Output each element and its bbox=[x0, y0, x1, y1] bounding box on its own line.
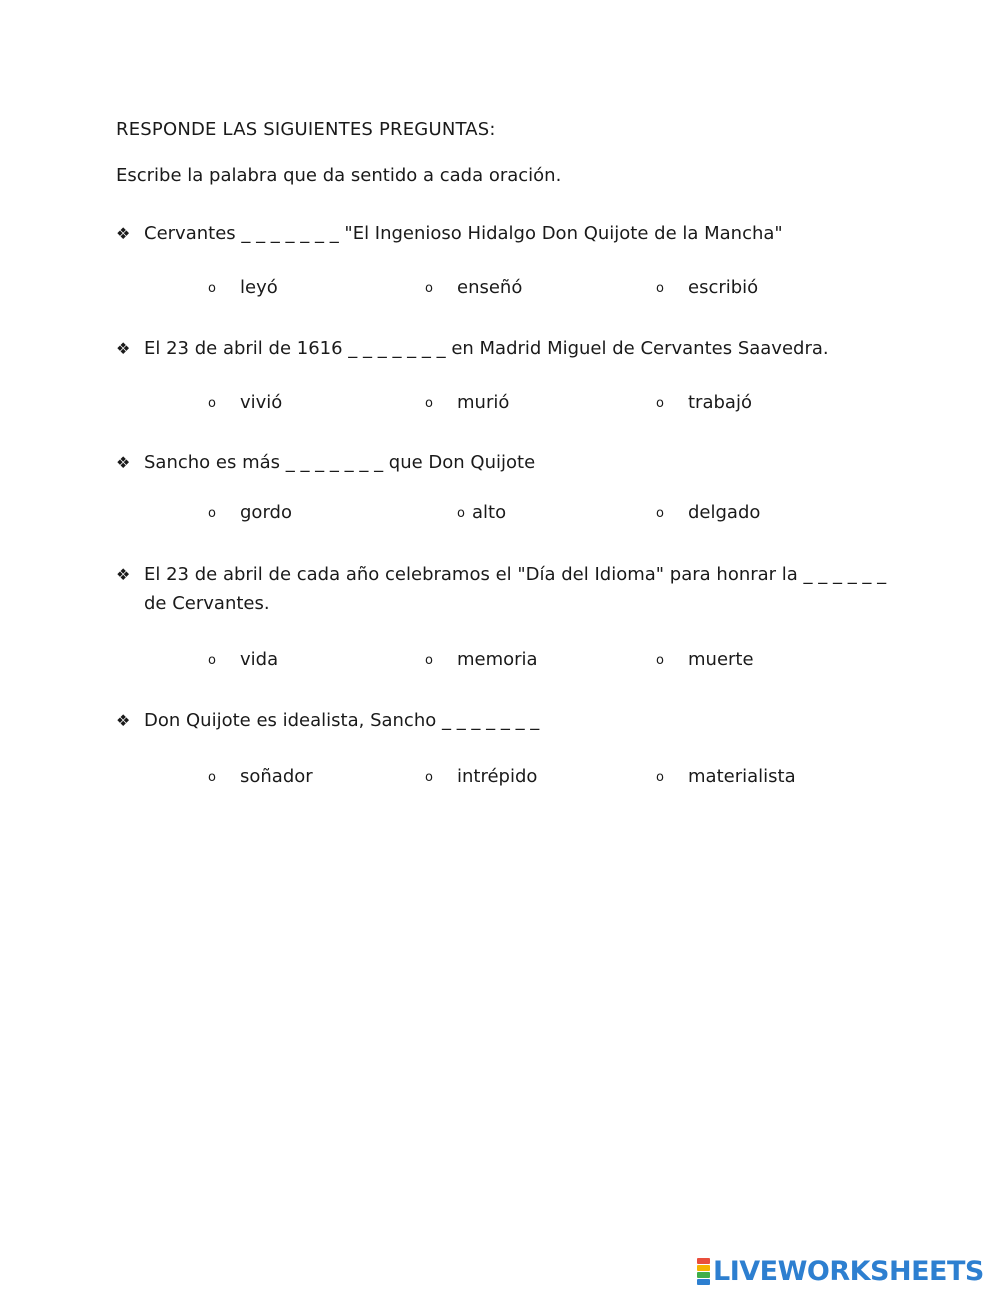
liveworksheets-logo bbox=[697, 1254, 984, 1288]
option-bullet-icon: o bbox=[656, 396, 664, 411]
option-label: vida bbox=[240, 649, 279, 670]
question-text: Don Quijote es idealista, Sancho _ _ _ _ _ _ _ bbox=[144, 710, 540, 731]
question-3 bbox=[116, 448, 896, 477]
option-bullet-icon: o bbox=[425, 281, 433, 296]
question-text: Cervantes _ _ _ _ _ _ _ "El Ingenioso Hidalgo Don Quijote de la Mancha" bbox=[144, 223, 783, 244]
option-bullet-icon: o bbox=[208, 396, 216, 411]
option-bullet-icon: o bbox=[208, 770, 216, 785]
question-2 bbox=[116, 334, 896, 363]
option-sonador[interactable] bbox=[208, 766, 313, 787]
option-vivio[interactable] bbox=[208, 392, 282, 413]
option-materialista[interactable] bbox=[656, 766, 796, 787]
option-delgado[interactable] bbox=[656, 502, 760, 523]
logo-block-i bbox=[697, 1265, 710, 1271]
option-bullet-icon: o bbox=[656, 281, 664, 296]
option-memoria[interactable] bbox=[425, 649, 538, 670]
logo-block-l bbox=[697, 1258, 710, 1264]
logo-block-v bbox=[697, 1272, 710, 1278]
option-label: trabajó bbox=[688, 392, 752, 413]
logo-text: LIVEWORKSHEETS bbox=[713, 1255, 984, 1287]
option-bullet-icon: o bbox=[656, 770, 664, 785]
option-intrepido[interactable] bbox=[425, 766, 537, 787]
option-murio[interactable] bbox=[425, 392, 509, 413]
option-enseno[interactable] bbox=[425, 277, 522, 298]
option-gordo[interactable] bbox=[208, 502, 292, 523]
option-leyo[interactable] bbox=[208, 277, 278, 298]
worksheet-heading: RESPONDE LAS SIGUIENTES PREGUNTAS: bbox=[116, 119, 496, 140]
worksheet-instructions: Escribe la palabra que da sentido a cada oración. bbox=[116, 165, 562, 186]
diamond-bullet-icon: ❖ bbox=[116, 565, 131, 584]
logo-color-blocks-icon bbox=[697, 1258, 710, 1285]
option-label: muerte bbox=[688, 649, 754, 670]
question-5 bbox=[116, 706, 896, 735]
option-label: materialista bbox=[688, 766, 796, 787]
question-4 bbox=[116, 560, 896, 618]
diamond-bullet-icon: ❖ bbox=[116, 453, 131, 472]
option-label: soñador bbox=[240, 766, 313, 787]
option-bullet-icon: o bbox=[208, 506, 216, 521]
question-text: Sancho es más _ _ _ _ _ _ _ que Don Quijote bbox=[144, 452, 536, 473]
option-escribio[interactable] bbox=[656, 277, 758, 298]
question-text: El 23 de abril de 1616 _ _ _ _ _ _ _ en Madrid Miguel de Cervantes Saavedra. bbox=[144, 338, 829, 359]
option-trabajo[interactable] bbox=[656, 392, 752, 413]
option-vida[interactable] bbox=[208, 649, 278, 670]
option-label: intrépido bbox=[457, 766, 538, 787]
option-label: enseñó bbox=[457, 277, 523, 298]
question-text: El 23 de abril de cada año celebramos el "Día del Idioma" para honrar la _ _ _ _ _ _ de Cervantes. bbox=[144, 564, 887, 614]
option-bullet-icon: o bbox=[208, 653, 216, 668]
option-label: alto bbox=[472, 502, 507, 523]
diamond-bullet-icon: ❖ bbox=[116, 224, 131, 243]
option-alto[interactable] bbox=[457, 502, 506, 523]
option-label: escribió bbox=[688, 277, 759, 298]
option-muerte[interactable] bbox=[656, 649, 754, 670]
option-bullet-icon: o bbox=[425, 396, 433, 411]
option-bullet-icon: o bbox=[656, 653, 664, 668]
option-label: memoria bbox=[457, 649, 538, 670]
option-bullet-icon: o bbox=[656, 506, 664, 521]
option-bullet-icon: o bbox=[208, 281, 216, 296]
diamond-bullet-icon: ❖ bbox=[116, 339, 131, 358]
option-label: delgado bbox=[688, 502, 761, 523]
logo-block-e bbox=[697, 1279, 710, 1285]
option-label: gordo bbox=[240, 502, 292, 523]
option-label: vivió bbox=[240, 392, 283, 413]
option-bullet-icon: o bbox=[425, 770, 433, 785]
option-label: murió bbox=[457, 392, 510, 413]
question-1 bbox=[116, 219, 896, 248]
option-bullet-icon: o bbox=[425, 653, 433, 668]
option-label: leyó bbox=[240, 277, 278, 298]
option-bullet-icon: o bbox=[457, 506, 465, 521]
diamond-bullet-icon: ❖ bbox=[116, 711, 131, 730]
